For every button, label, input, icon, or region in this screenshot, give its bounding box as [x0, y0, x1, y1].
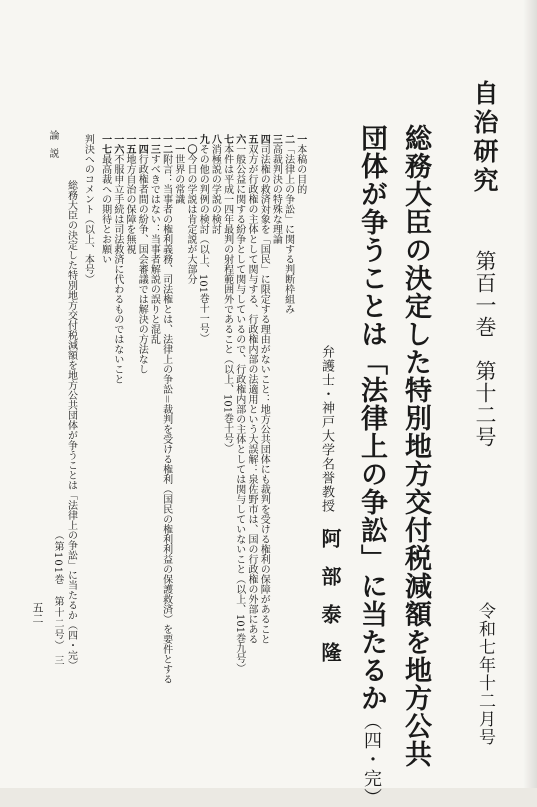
- toc-item-text: 双方が行政権の主体として関与する、行政権内部の法適用という大誤解：泉佐野市は、国の行政権の外部にある: [246, 144, 257, 644]
- toc-item-number: 五: [246, 134, 257, 144]
- author-affiliation: 弁護士・神戸大学名誉教授: [319, 345, 334, 513]
- volume-issue: 第百一巻 第十二号: [473, 250, 497, 448]
- toc-item-number: 一一: [172, 134, 184, 154]
- toc-item-number: 一五: [124, 134, 135, 154]
- toc-item-number: 一三: [148, 134, 160, 154]
- toc-item-text: 高裁判決の特殊な理論: [270, 144, 282, 244]
- toc-item-text: その他の判例の検討（以上、101巻十一号）: [197, 144, 209, 344]
- toc-item-text: 消極説の学説の検討: [209, 144, 221, 234]
- article-title-line-1: 総務大臣の決定した特別地方交付税減額を地方公共: [400, 124, 431, 768]
- toc-item: [76, 134, 98, 284]
- page-edge-shadow: [523, 0, 537, 788]
- toc-item-text: 判決へのコメント（以上、本号）: [82, 134, 94, 284]
- article-title-line-2: [358, 124, 385, 807]
- toc-item-text: 世界の常識: [172, 154, 184, 204]
- toc-item-number: 七: [221, 134, 233, 144]
- toc-item-number: 八: [209, 134, 221, 144]
- footer-volume-issue: （第101巻 第十二号）: [52, 530, 63, 652]
- toc-item-text: 最高裁への期待とお願い: [99, 154, 111, 264]
- toc-item-text: 不服申立手続は司法救済に代わるものではないこと: [111, 154, 123, 384]
- toc-item-number: 一七: [99, 134, 111, 154]
- toc-item-number: 六: [233, 134, 245, 144]
- toc-item-text: 行政権者間の紛争、国会審議では解決の方法なし: [136, 154, 148, 374]
- toc-item-number: 一: [294, 134, 306, 144]
- toc-item-text: 司法権の救済対象を「国民」に限定する理由がないこと：地方公共団体にも裁判を受ける権利の保障があること: [258, 144, 270, 644]
- toc-item-number: 一四: [136, 134, 148, 154]
- journal-name: 自治研究: [470, 80, 499, 196]
- toc-item-text: 地方自治の保障を無視: [124, 154, 135, 254]
- toc-item-text: 一般公益に関する紛争として関与しているので、行政権内部の主体としては関与していないこと（以上、101巻九号）: [233, 144, 245, 674]
- toc-item-number: 三: [270, 134, 282, 144]
- toc-item-number: 一六: [111, 134, 123, 154]
- toc-item-number: 一二: [160, 134, 172, 154]
- running-title: 総務大臣の決定した特別地方交付税減額を地方公共団体が争うことは「法律上の争訟」に当たるか（四・完）: [65, 180, 77, 670]
- article-title-suffix: （四・完）: [361, 712, 382, 807]
- page-number-label: 五二: [31, 602, 44, 624]
- article-title-line-2-text: 団体が争うことは「法律上の争訟」に当たるか: [356, 124, 387, 712]
- author-name: 阿部泰隆: [318, 528, 342, 680]
- article-category: 論説: [47, 130, 58, 166]
- toc-item-text: すべきではない：当事者解説の誤りと混乱: [148, 154, 160, 344]
- toc-item-number: 九: [197, 134, 209, 144]
- publication-date: 令和七年十二月号: [475, 602, 495, 746]
- toc-item-text: 「法律上の争訟」に関する判断枠組み: [282, 144, 294, 314]
- toc-item-text: 本件は平成一四年最判の射程範囲外であること（以上、101巻十号）: [221, 144, 233, 454]
- toc-item-number: 一〇: [185, 134, 196, 154]
- table-of-contents: [82, 134, 306, 684]
- toc-item-text: 附言：当事者の権利義務、司法権とは、法律上の争訟＝裁判を受ける権利（国民の権利利益の保護救済）を要件とする: [160, 154, 172, 684]
- toc-item-number: 四: [258, 134, 270, 144]
- toc-item-text: 今日の学説は肯定説が大部分: [185, 154, 196, 284]
- toc-item-number: 二: [282, 134, 294, 144]
- footer-page-number: 三: [52, 655, 63, 665]
- toc-item-text: 本稿の目的: [294, 144, 306, 194]
